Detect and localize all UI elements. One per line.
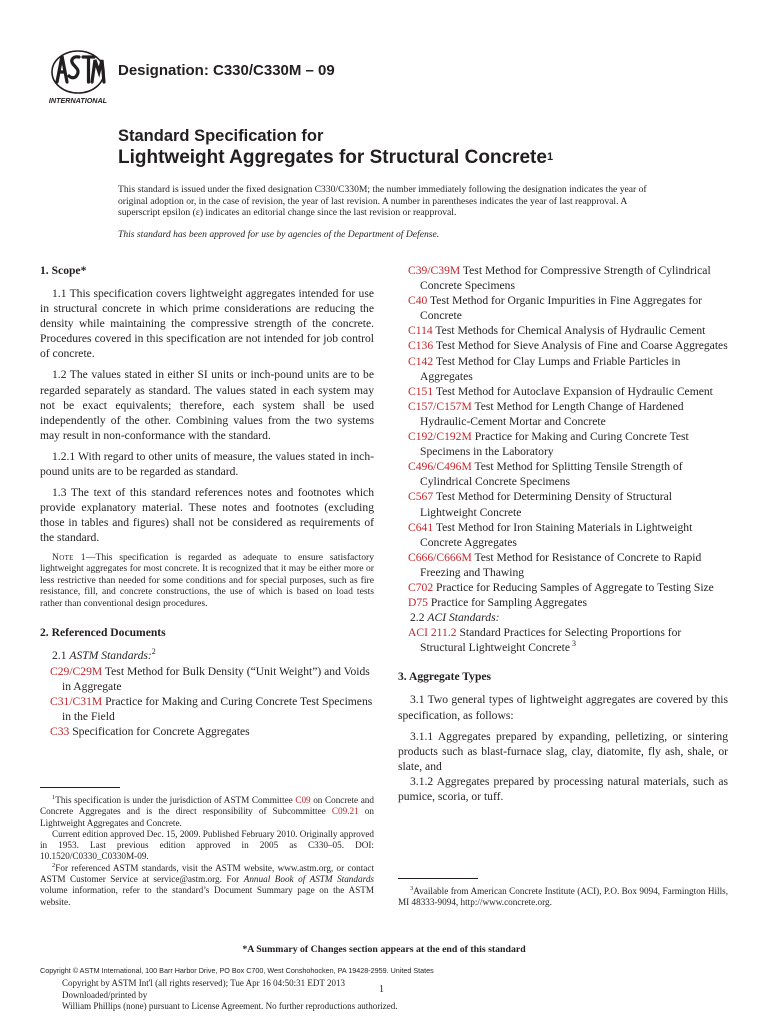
section-2-heading: 2. Referenced Documents	[40, 626, 166, 640]
reference-item	[408, 459, 728, 489]
download-line-2: Downloaded/printed by	[62, 989, 148, 1000]
paragraph-3-1-1: 3.1.1 Aggregates prepared by expanding, pelletizing, or sintering products such as blast-furnace slag, clay, diatomite, fly ash, shale, or slate, and	[398, 729, 728, 773]
footnote-2-text-a: For referenced ASTM standards, visit the ASTM website, www.astm.org, or contact ASTM Customer Service at service@astm.org. For	[40, 862, 374, 885]
reference-item	[408, 520, 728, 550]
footnote-1	[40, 795, 374, 829]
reference-item	[50, 694, 374, 724]
footnote-3	[398, 886, 728, 909]
footnote-1-edition: Current edition approved Dec. 15, 2009. Published February 2010. Originally approved in 1953. Last previous edition approved in 2005 as C330–05. DOI: 10.1520/C0330_C0330M-09.	[40, 828, 375, 862]
footnote-2-mark: 2	[52, 861, 56, 869]
paragraph-1-3: 1.3 The text of this standard references notes and footnotes which provide explanatory material. These notes and footnotes (excluding those in tables and figures) shall not be considered as requirements of the standard.	[40, 486, 374, 545]
title-footnote-mark: 1	[546, 151, 554, 163]
committee-c09-link[interactable]: C09	[295, 795, 311, 805]
reference-code-link[interactable]: C114	[408, 324, 433, 338]
subsection-2-2-number: 2.2	[410, 611, 425, 625]
reference-title: Test Method for Clay Lumps and Friable Particles in Aggregates	[420, 354, 681, 383]
download-notice	[62, 978, 398, 1013]
left-column	[40, 263, 374, 739]
footnote-3-mark: 3	[410, 884, 414, 892]
footnote-1-mark: 1	[52, 793, 56, 801]
footnote-3-text: Available from American Concrete Institute (ACI), P.O. Box 9094, Farmington Hills, MI 48333-9094, http://www.concrete.org.	[398, 886, 728, 908]
paragraph-1-1: 1.1 This specification covers lightweight aggregates intended for use in structural concrete in which prime considerations are reducing the density while maintaining the compressive strength of the concrete. Procedures covered in this specification are not intended for job control of concrete.	[40, 287, 374, 361]
paragraph-1-2: 1.2 The values stated in either SI units or inch-pound units are to be regarded separately as standard. The values stated in each system may not be exact equivalents; therefore, each system shall be used independently of the other. Combining values from the two systems may result in non-conformance with the standard.	[40, 368, 374, 442]
note-text: —This specification is regarded as adequate to ensure satisfactory lightweight aggregates for most concrete. It is recognized that it may be either more or less restrictive than needed for some conditions and for special purposes, such as fire resistance, fill, and concrete constructions, the use of which is based on load tests rather than conventional design procedures.	[40, 551, 375, 609]
footnote-1-text-c: on Lightweight Aggregates and Concrete.	[40, 806, 374, 828]
title-main: Lightweight Aggregates for Structural Concrete	[118, 147, 547, 168]
reference-code-link[interactable]: C39/C39M	[408, 264, 461, 277]
download-line-3: William Phillips (none) pursuant to License Agreement. No further reproductions authorized.	[62, 1001, 398, 1011]
footnote-1-text-a: This specification is under the jurisdiction of ASTM Committee	[55, 795, 296, 805]
approval-note: This standard has been approved for use by agencies of the Department of Defense.	[118, 229, 440, 240]
right-column	[398, 263, 728, 810]
reference-title: Test Method for Organic Impurities in Fine Aggregates for Concrete	[420, 294, 703, 323]
reference-title: Practice for Sampling Aggregates	[430, 596, 588, 610]
footnote-2-text-b: volume information, refer to the standard’s Document Summary page on the ASTM website.	[40, 885, 374, 907]
reference-item	[408, 338, 728, 353]
reference-code-link[interactable]: C192/C192M	[408, 430, 472, 444]
reference-title: Test Method for Autoclave Expansion of Hydraulic Cement	[435, 384, 713, 398]
reference-title: Test Method for Sieve Analysis of Fine and Coarse Aggregates	[435, 339, 728, 353]
reference-code-link[interactable]: D75	[408, 596, 428, 610]
subsection-2-1	[40, 648, 374, 663]
astm-logo	[44, 48, 112, 106]
reference-code-link[interactable]: C496/C496M	[408, 460, 472, 474]
reference-title: Test Method for Iron Staining Materials in Lightweight Concrete Aggregates	[420, 520, 693, 549]
reference-item	[408, 489, 728, 519]
reference-code-link[interactable]: C33	[50, 724, 70, 738]
reference-code-link[interactable]: C666/C666M	[408, 550, 472, 564]
reference-item	[408, 399, 728, 429]
reference-item	[50, 664, 374, 694]
note-label: Note 1	[52, 551, 86, 563]
aci-reference-list	[398, 625, 728, 655]
reference-item	[408, 625, 728, 655]
footnote-2	[40, 863, 374, 908]
reference-item	[408, 580, 728, 595]
summary-of-changes-note: *A Summary of Changes section appears at the end of this standard	[242, 944, 526, 955]
footnote-2-book-title: Annual Book of ASTM Standards	[243, 874, 374, 885]
reference-footnote-mark: 3	[572, 639, 577, 649]
reference-item	[408, 293, 728, 323]
subsection-2-1-label: ASTM Standards:	[69, 649, 152, 663]
subcommittee-c0921-link[interactable]: C09.21	[331, 806, 359, 817]
reference-title: Test Method for Splitting Tensile Strength of Cylindrical Concrete Specimens	[420, 460, 683, 489]
reference-title: Test Method for Resistance of Concrete to Rapid Freezing and Thawing	[420, 550, 702, 579]
reference-code-link[interactable]: C136	[408, 339, 434, 353]
section-3-heading: 3. Aggregate Types	[398, 670, 492, 684]
reference-item	[408, 595, 728, 610]
footnote-1-text-b: on Concrete and Concrete Aggregates and is the direct responsibility of Subcommittee	[40, 795, 374, 817]
section-1-heading: 1. Scope*	[40, 264, 87, 277]
paragraph-3-1: 3.1 Two general types of lightweight aggregates are covered by this specification, as follows:	[398, 693, 728, 722]
intro-text: This standard is issued under the fixed designation C330/C330M; the number immediately following the designation indicates the year of original adoption or, in the case of revision, the year of last revision. A number in parentheses indicates the year of last reapproval. A superscript epsilon (ε) indicates an editorial change since the last revision or reapproval.	[118, 184, 647, 219]
reference-item	[408, 550, 728, 580]
reference-title: Standard Practices for Selecting Proportions for Structural Lightweight Concrete	[420, 626, 682, 655]
reference-item	[408, 323, 728, 338]
reference-item	[408, 354, 728, 384]
reference-title: Practice for Making and Curing Concrete Test Specimens in the Field	[62, 694, 373, 723]
reference-title: Test Method for Length Change of Hardened Hydraulic-Cement Mortar and Concrete	[420, 399, 684, 428]
reference-code-link[interactable]: C29/C29M	[50, 664, 103, 678]
subsection-2-1-mark: 2	[151, 647, 156, 657]
reference-code-link[interactable]: C151	[408, 384, 434, 398]
page-number: 1	[379, 984, 384, 995]
title-block	[118, 126, 553, 172]
reference-item	[408, 384, 728, 399]
reference-item	[408, 429, 728, 459]
reference-code-link[interactable]: C567	[408, 490, 434, 504]
astm-reference-list-left	[40, 664, 374, 739]
reference-title: Test Method for Bulk Density (“Unit Weight”) and Voids in Aggregate	[62, 664, 370, 693]
designation: Designation: C330/C330M – 09	[118, 62, 335, 79]
reference-code-link[interactable]: C31/C31M	[50, 694, 103, 708]
note-1	[40, 552, 374, 610]
reference-title: Practice for Reducing Samples of Aggregate to Testing Size	[436, 580, 714, 594]
footnote-divider-right	[398, 878, 478, 879]
subsection-2-2	[398, 610, 728, 625]
paragraph-3-1-2: 3.1.2 Aggregates prepared by processing natural materials, such as pumice, scoria, or tuff.	[398, 774, 728, 803]
reference-title: Specification for Concrete Aggregates	[72, 724, 250, 738]
title-line-2	[118, 146, 553, 172]
title-line-1: Standard Specification for	[118, 127, 324, 145]
paragraph-1-2-1: 1.2.1 With regard to other units of measure, the values stated in inch-pound units are to be regarded as standard.	[40, 449, 374, 479]
footnotes-left	[40, 795, 374, 908]
reference-code-link[interactable]: C702	[408, 580, 434, 594]
reference-code-link[interactable]: C641	[408, 520, 434, 534]
reference-title: Test Method for Determining Density of Structural Lightweight Concrete	[420, 490, 672, 519]
footnotes-right	[398, 886, 728, 909]
logo-text: INTERNATIONAL	[48, 96, 108, 105]
reference-code-link[interactable]: C157/C157M	[408, 399, 472, 413]
reference-title: Practice for Making and Curing Concrete Test Specimens in the Laboratory	[420, 430, 689, 459]
copyright-line: Copyright © ASTM International, 100 Barr Harbor Drive, PO Box C700, West Conshohocken, PA 19428-2959. United States	[40, 966, 434, 975]
reference-title: Test Method for Compressive Strength of Cylindrical Concrete Specimens	[420, 264, 711, 293]
reference-code-link[interactable]: C142	[408, 354, 434, 368]
reference-code-link[interactable]: ACI 211.2	[408, 626, 457, 640]
reference-item	[50, 724, 374, 739]
download-line-1: Copyright by ASTM Int'l (all rights reserved); Tue Apr 16 04:50:31 EDT 2013	[62, 978, 345, 988]
reference-title: Test Methods for Chemical Analysis of Hydraulic Cement	[435, 324, 706, 338]
reference-code-link[interactable]: C40	[408, 294, 428, 308]
subsection-2-2-label: ACI Standards:	[427, 611, 500, 625]
reference-item	[408, 263, 728, 293]
astm-reference-list-right	[398, 263, 728, 610]
footnote-divider-left	[40, 787, 120, 788]
subsection-2-1-number: 2.1	[52, 649, 67, 663]
